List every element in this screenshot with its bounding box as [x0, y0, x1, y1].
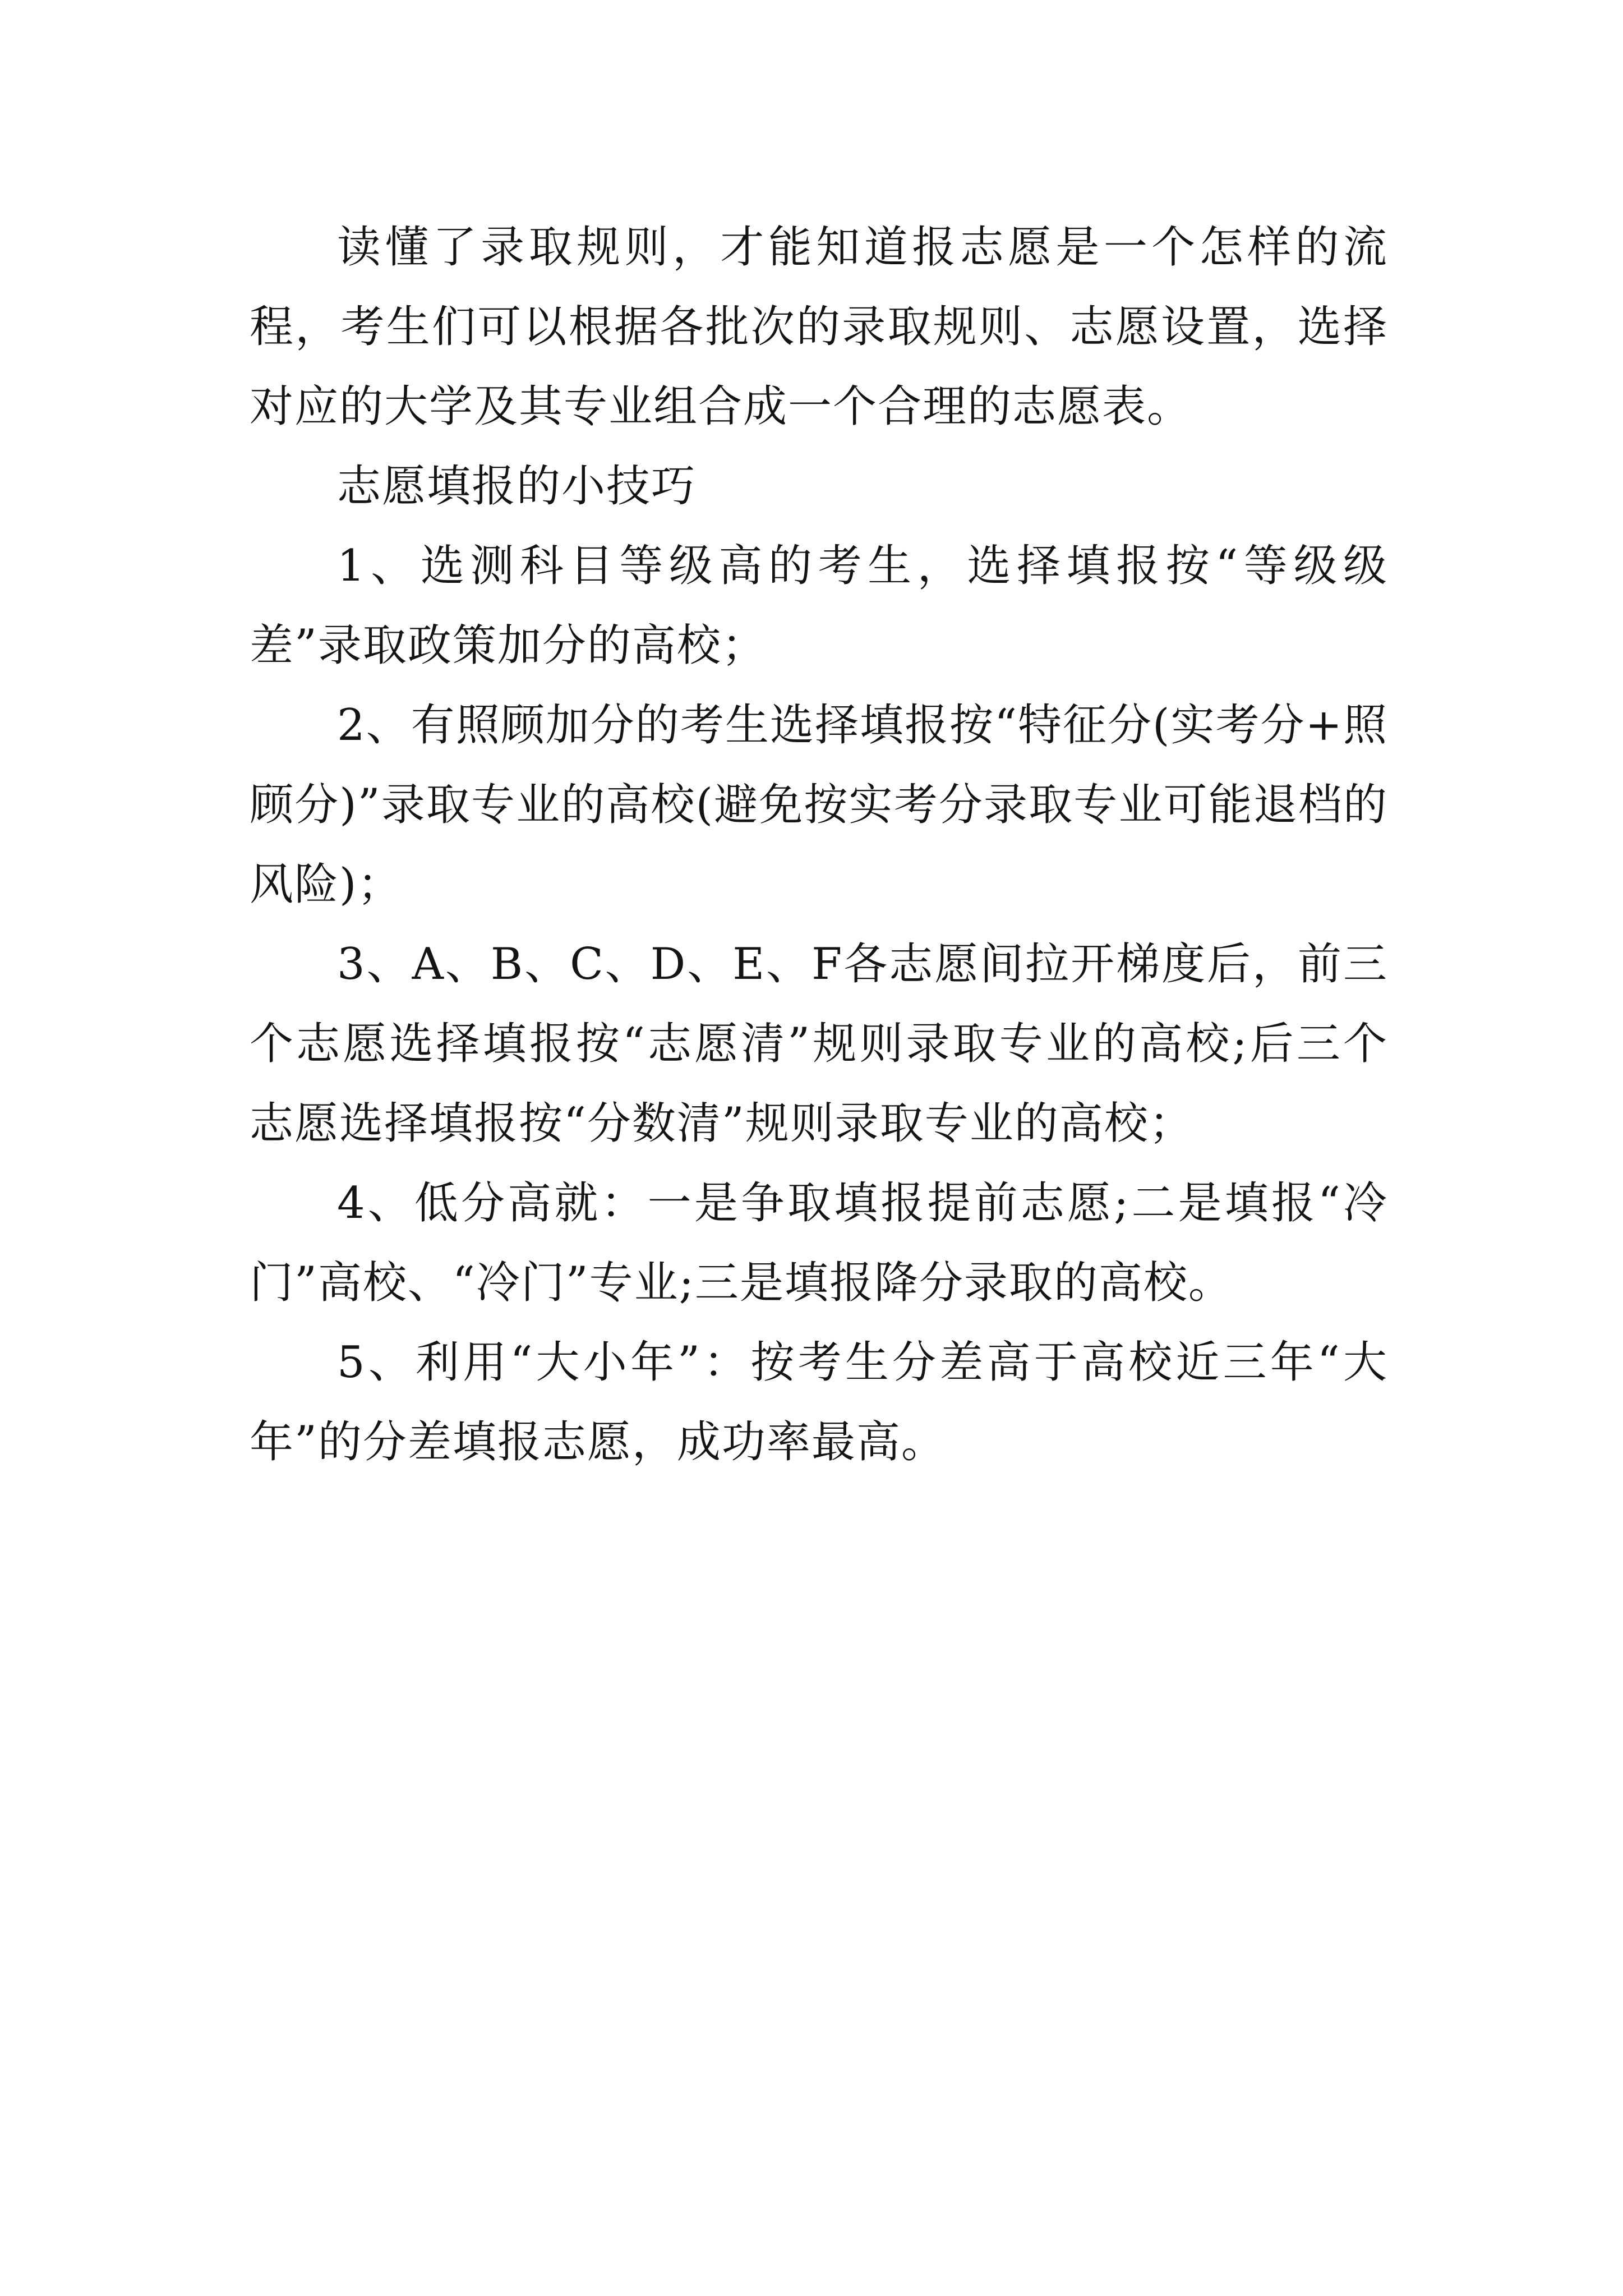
document-body [250, 208, 1388, 1482]
tip-item-1: 1、选测科目等级高的考生，选择填报按“等级级差”录取政策加分的高校； [250, 541, 1388, 671]
tip-item-3: 3、A、B、C、D、E、F各志愿间拉开梯度后，前三个志愿选择填报按“志愿清”规则录取专业的高校;后三个志愿选择填报按“分数清”规则录取专业的高校； [250, 939, 1388, 1149]
section-heading-tips: 志愿填报的小技巧 [337, 461, 697, 512]
paragraph-intro: 读懂了录取规则，才能知道报志愿是一个怎样的流程，考生们可以根据各批次的录取规则、志愿设置，选择对应的大学及其专业组合成一个合理的志愿表。 [250, 222, 1388, 432]
tip-item-4: 4、低分高就：一是争取填报提前志愿;二是填报“冷门”高校、“冷门”专业;三是填报降分录取的高校。 [250, 1178, 1388, 1308]
tip-item-2: 2、有照顾加分的考生选择填报按“特征分(实考分+照顾分)”录取专业的高校(避免按实考分录取专业可能退档的风险)； [250, 700, 1388, 910]
tip-item-5: 5、利用“大小年”：按考生分差高于高校近三年“大年”的分差填报志愿，成功率最高。 [250, 1337, 1388, 1467]
